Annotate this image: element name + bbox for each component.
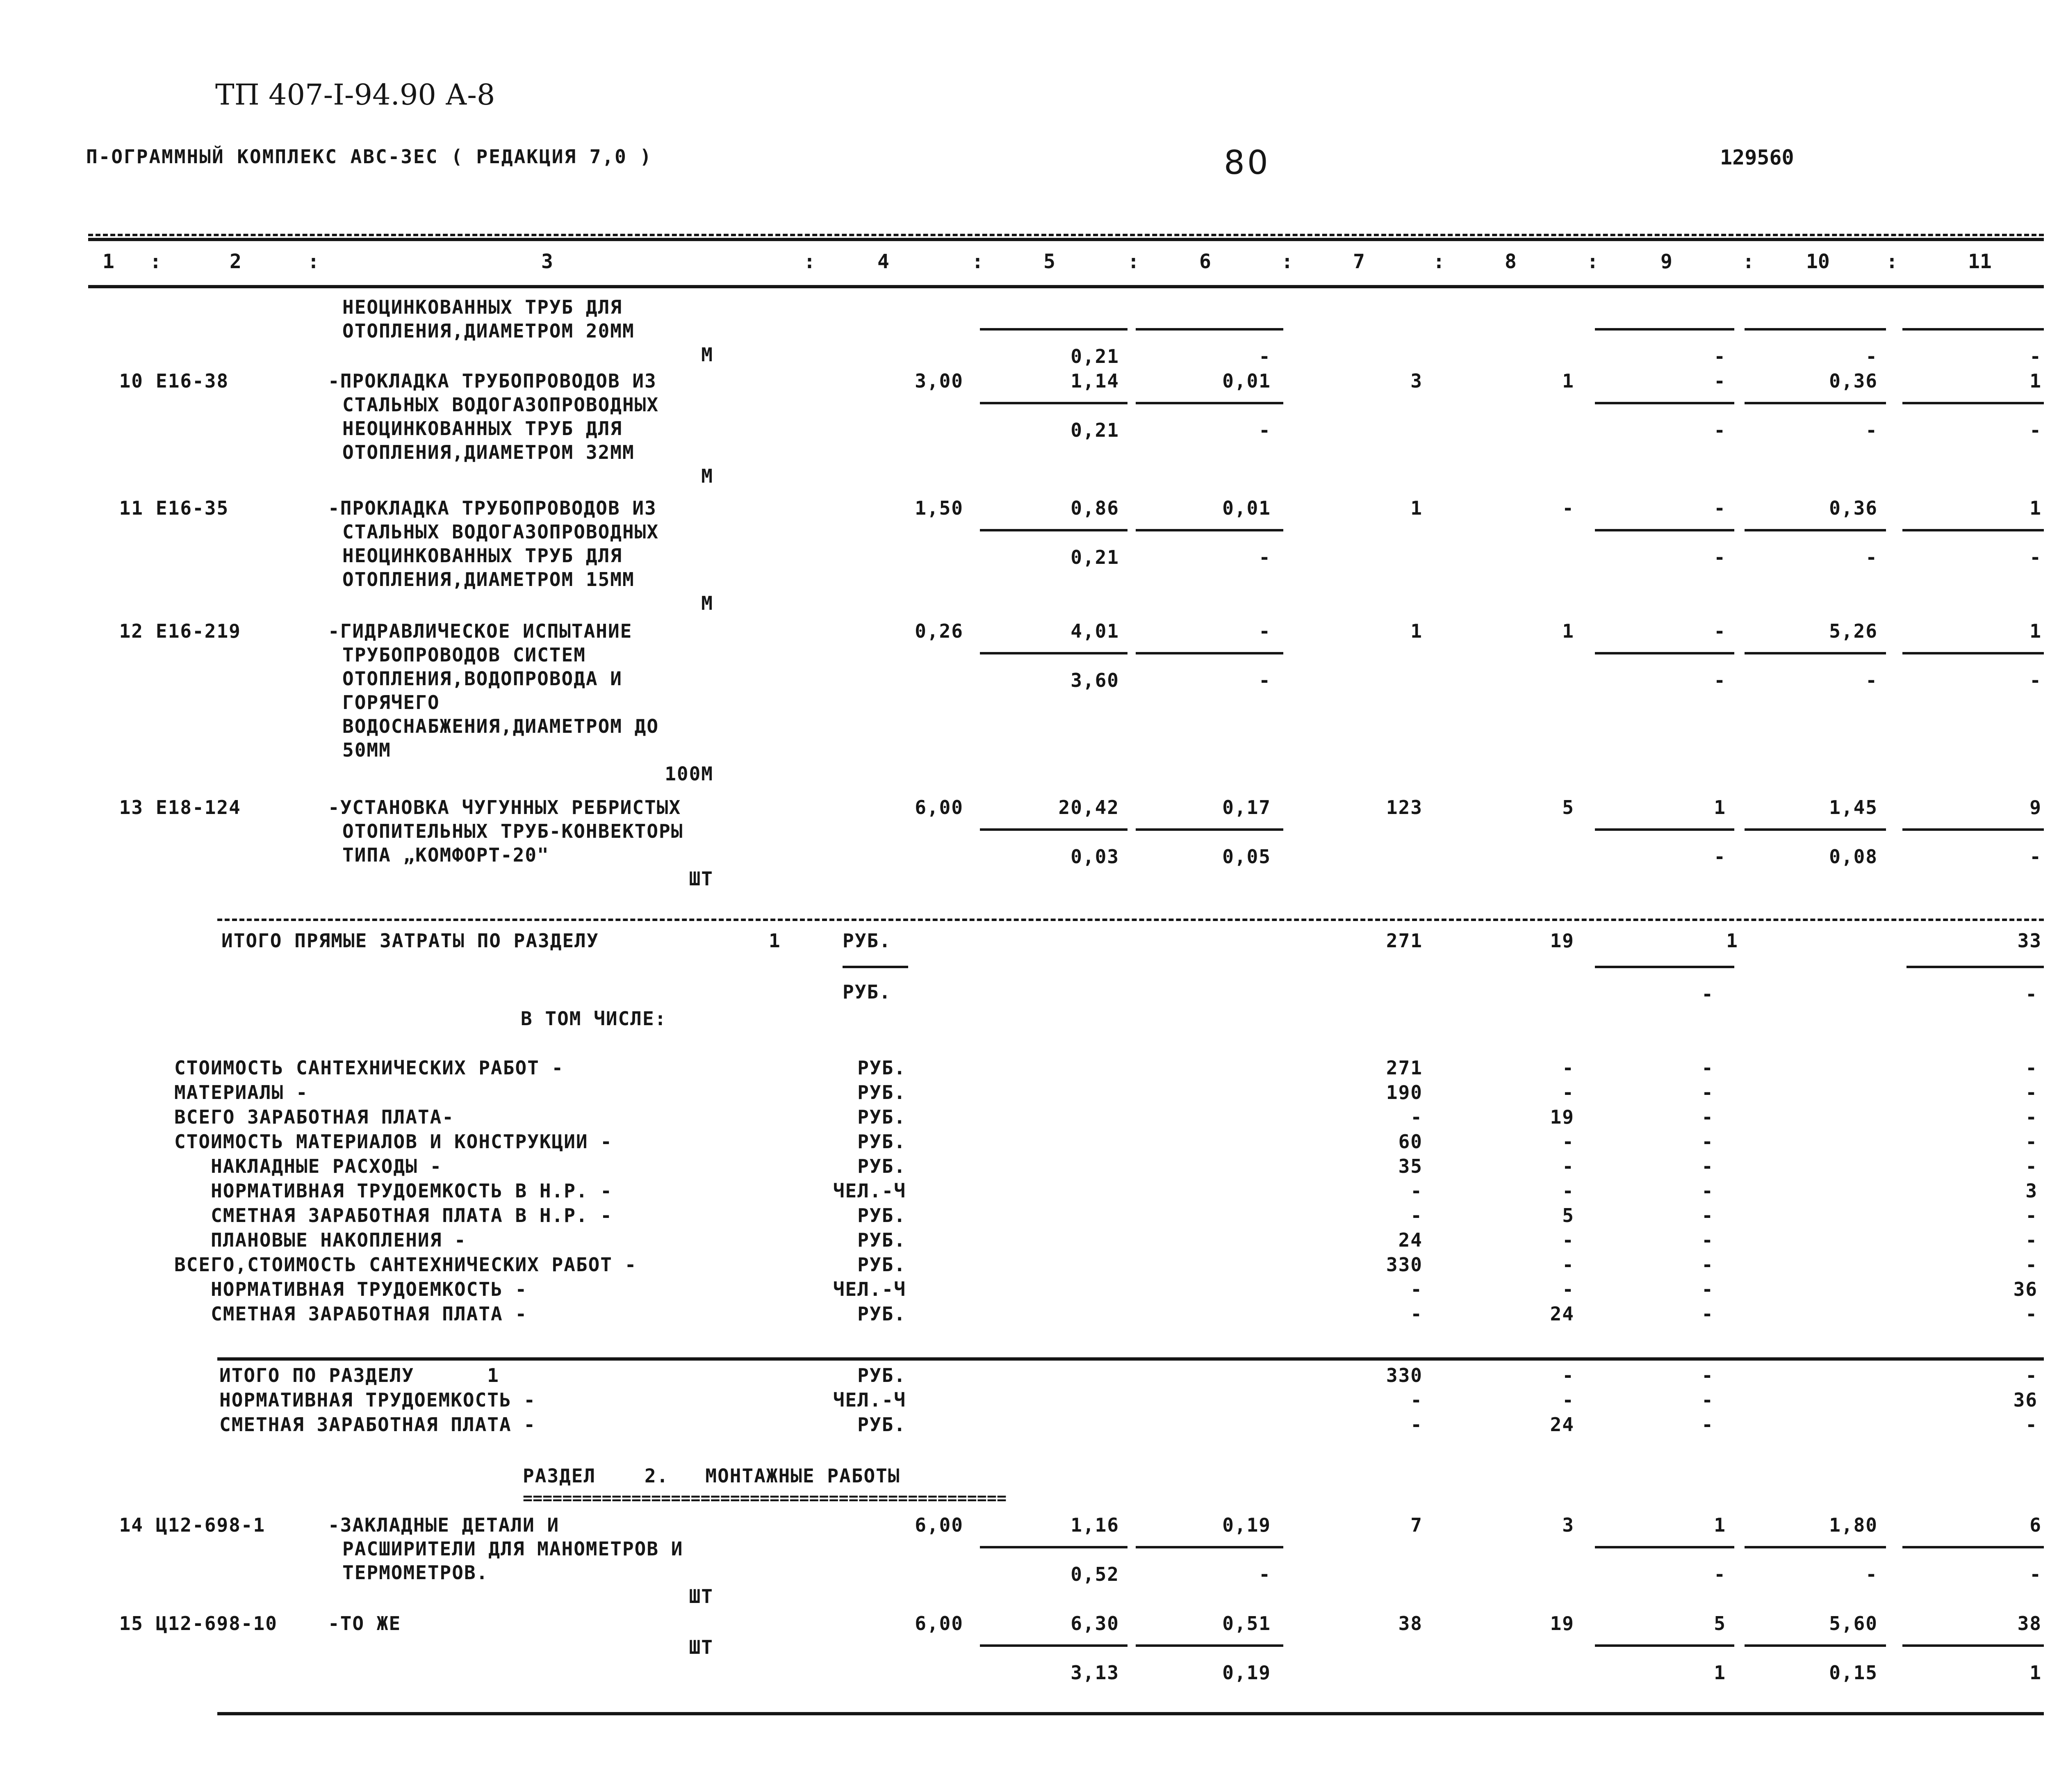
total-wage: 5 bbox=[1562, 796, 1574, 818]
fraction-line bbox=[1595, 529, 1734, 531]
table-top-rule-solid bbox=[88, 238, 2044, 241]
work-description-line: -ЗАКЛАДНЫЕ ДЕТАЛИ И bbox=[328, 1514, 560, 1536]
totals-top-rule bbox=[217, 919, 2044, 921]
total-labor-mech: - bbox=[2029, 846, 2042, 868]
fraction-line bbox=[1745, 1546, 1886, 1548]
cost-line-label: НОРМАТИВНАЯ ТРУДОЕМКОСТЬ - bbox=[219, 1389, 536, 1411]
cost-line-c9: - bbox=[1702, 1180, 1714, 1202]
cost-line-c11: 3 bbox=[2025, 1180, 2038, 1202]
total-labor-mech: 1 bbox=[2029, 1662, 2042, 1684]
cost-line-c9: - bbox=[1702, 1389, 1714, 1411]
cost-line-c7: - bbox=[1410, 1389, 1423, 1411]
fraction-line bbox=[980, 402, 1128, 404]
work-description-line: ОТОПЛЕНИЯ,ДИАМЕТРОМ 20ММ bbox=[342, 320, 635, 342]
unit-cost-machines: 0,19 bbox=[1222, 1514, 1271, 1536]
rate-code: Е16-35 bbox=[156, 497, 229, 519]
cost-line-c8: 24 bbox=[1550, 1303, 1574, 1325]
cost-line-unit: РУБ. bbox=[857, 1204, 906, 1227]
cost-line-c7: - bbox=[1410, 1180, 1423, 1202]
labor-intensity-mech: - bbox=[1866, 345, 1878, 367]
column-header-rule bbox=[88, 285, 2044, 288]
cost-line-c7: - bbox=[1410, 1106, 1423, 1128]
including-label: В ТОМ ЧИСЛЕ: bbox=[521, 1008, 667, 1030]
rate-code: Е16-219 bbox=[156, 620, 241, 642]
work-description-line: РАСШИРИТЕЛИ ДЛЯ МАНОМЕТРОВ И bbox=[342, 1538, 683, 1560]
total-machines-wage: - bbox=[1714, 345, 1726, 367]
cost-line-c7: 60 bbox=[1398, 1131, 1423, 1153]
unit-of-measure: М bbox=[701, 465, 713, 487]
direct-costs-unit-2: РУБ. bbox=[843, 981, 891, 1003]
section-2-underline: ================================================= bbox=[523, 1489, 1007, 1508]
column-separator: : bbox=[804, 250, 815, 273]
work-description-line: -ПРОКЛАДКА ТРУБОПРОВОДОВ ИЗ bbox=[328, 370, 657, 392]
total-labor: 6 bbox=[2029, 1514, 2042, 1536]
total-labor-mech: - bbox=[2029, 345, 2042, 367]
cost-line-c7: 330 bbox=[1386, 1254, 1423, 1276]
unit-cost-machines: 0,01 bbox=[1222, 370, 1271, 392]
unit-cost: 4,01 bbox=[1071, 620, 1119, 642]
unit-cost-machines: - bbox=[1259, 620, 1271, 642]
cost-line-c7: 24 bbox=[1398, 1229, 1423, 1251]
direct-costs-c9b: - bbox=[1702, 983, 1714, 1005]
total-labor-mech: - bbox=[2029, 419, 2042, 441]
total-machines: - bbox=[1714, 497, 1726, 519]
total-machines: 5 bbox=[1714, 1612, 1726, 1635]
fraction-line bbox=[980, 828, 1128, 831]
work-description-line: ОТОПЛЕНИЯ,ДИАМЕТРОМ 32ММ bbox=[342, 441, 635, 463]
unit-cost: 1,14 bbox=[1071, 370, 1119, 392]
fraction-line bbox=[1745, 828, 1886, 831]
cost-line-c9: - bbox=[1702, 1155, 1714, 1177]
c9-underline bbox=[1595, 966, 1734, 968]
cost-line-c9: - bbox=[1702, 1229, 1714, 1251]
row-number: 11 bbox=[119, 497, 144, 519]
total-machines-wage: - bbox=[1714, 546, 1726, 568]
section-total-rule bbox=[217, 1357, 2044, 1361]
row-number: 10 bbox=[119, 370, 144, 392]
total-machines: 1 bbox=[1714, 1514, 1726, 1536]
fraction-line bbox=[1136, 529, 1283, 531]
cost-line-unit: ЧЕЛ.-Ч bbox=[833, 1278, 906, 1300]
total-machines-wage: - bbox=[1714, 669, 1726, 691]
unit-of-measure: 100М bbox=[665, 763, 713, 785]
cost-line-c7: - bbox=[1410, 1278, 1423, 1300]
total-wage: 19 bbox=[1550, 1612, 1574, 1635]
unit-cost: 6,30 bbox=[1071, 1612, 1119, 1635]
cost-line-c8: - bbox=[1562, 1081, 1574, 1103]
work-description-line: СТАЛЬНЫХ ВОДОГАЗОПРОВОДНЫХ bbox=[342, 521, 659, 543]
column-separator: : bbox=[1587, 250, 1599, 273]
fraction-line bbox=[1745, 328, 1886, 331]
column-number: 10 bbox=[1806, 250, 1830, 273]
total-cost: 38 bbox=[1398, 1612, 1423, 1635]
fraction-line bbox=[1902, 402, 2044, 404]
cost-line-c8: - bbox=[1562, 1364, 1574, 1386]
work-description-line: -УСТАНОВКА ЧУГУННЫХ РЕБРИСТЫХ bbox=[328, 796, 681, 818]
cost-line-c11: - bbox=[2025, 1155, 2038, 1177]
column-number: 9 bbox=[1660, 250, 1672, 273]
unit-cost-wage: 0,21 bbox=[1071, 345, 1119, 367]
unit-of-measure: ШТ bbox=[689, 1636, 713, 1658]
work-description-line: ТРУБОПРОВОДОВ СИСТЕМ bbox=[342, 644, 586, 666]
row-number: 12 bbox=[119, 620, 144, 642]
cost-line-label: СТОИМОСТЬ МАТЕРИАЛОВ И КОНСТРУКЦИИ - bbox=[174, 1131, 613, 1153]
page-number: 80 bbox=[1224, 144, 1271, 182]
fraction-line bbox=[1902, 1546, 2044, 1548]
cost-line-c8: - bbox=[1562, 1278, 1574, 1300]
unit-cost-machines: 0,01 bbox=[1222, 497, 1271, 519]
unit-cost: 20,42 bbox=[1058, 796, 1119, 818]
unit-of-measure: М bbox=[701, 344, 713, 366]
direct-costs-unit: РУБ. bbox=[843, 930, 891, 952]
cost-line-c11: - bbox=[2025, 1131, 2038, 1153]
column-number: 8 bbox=[1505, 250, 1517, 273]
fraction-line bbox=[1595, 328, 1734, 331]
unit-cost-machines-wage: - bbox=[1259, 546, 1271, 568]
work-description-line: ОТОПИТЕЛЬНЫХ ТРУБ-КОНВЕКТОРЫ bbox=[342, 820, 683, 842]
column-separator: : bbox=[1742, 250, 1754, 273]
cost-line-label: СМЕТНАЯ ЗАРАБОТНАЯ ПЛАТА В Н.Р. - bbox=[174, 1204, 613, 1227]
quantity: 6,00 bbox=[915, 1612, 963, 1635]
direct-costs-label: ИТОГО ПРЯМЫЕ ЗАТРАТЫ ПО РАЗДЕЛУ bbox=[221, 930, 599, 952]
cost-line-c9: - bbox=[1702, 1106, 1714, 1128]
cost-line-c11: 36 bbox=[2013, 1389, 2038, 1411]
unit-cost-machines-wage: - bbox=[1259, 669, 1271, 691]
total-labor-mech: - bbox=[2029, 1563, 2042, 1585]
cost-line-label: ВСЕГО,СТОИМОСТЬ САНТЕХНИЧЕСКИХ РАБОТ - bbox=[174, 1254, 637, 1276]
unit-cost-machines-wage: - bbox=[1259, 419, 1271, 441]
total-cost: 3 bbox=[1410, 370, 1423, 392]
cost-line-c7: 35 bbox=[1398, 1155, 1423, 1177]
unit-underline bbox=[843, 966, 908, 968]
cost-line-unit: РУБ. bbox=[857, 1303, 906, 1325]
cost-line-label: ВСЕГО ЗАРАБОТНАЯ ПЛАТА- bbox=[174, 1106, 454, 1128]
total-machines-wage: - bbox=[1714, 419, 1726, 441]
cost-line-c9: - bbox=[1702, 1364, 1714, 1386]
fraction-line bbox=[1595, 1546, 1734, 1548]
total-machines: 1 bbox=[1714, 796, 1726, 818]
total-labor-mech: - bbox=[2029, 669, 2042, 691]
fraction-line bbox=[980, 328, 1128, 331]
unit-cost-wage: 3,13 bbox=[1071, 1662, 1119, 1684]
cost-line-c8: - bbox=[1562, 1155, 1574, 1177]
total-machines-wage: - bbox=[1714, 1563, 1726, 1585]
work-description-line: ОТОПЛЕНИЯ,ВОДОПРОВОДА И bbox=[342, 668, 622, 690]
row-number: 15 bbox=[119, 1612, 144, 1635]
column-separator: : bbox=[1886, 250, 1898, 273]
fraction-line bbox=[980, 529, 1128, 531]
labor-intensity: 5,26 bbox=[1829, 620, 1878, 642]
column-separator: : bbox=[308, 250, 319, 273]
cost-line-c8: 24 bbox=[1550, 1414, 1574, 1436]
direct-costs-c7: 271 bbox=[1386, 930, 1423, 952]
cost-line-c9: - bbox=[1702, 1254, 1714, 1276]
column-separator: : bbox=[972, 250, 984, 273]
quantity: 6,00 bbox=[915, 796, 963, 818]
fraction-line bbox=[980, 1546, 1128, 1548]
cost-line-c11: 36 bbox=[2013, 1278, 2038, 1300]
labor-intensity-mech: 0,08 bbox=[1829, 846, 1878, 868]
work-description-line: -ТО ЖЕ bbox=[328, 1612, 401, 1635]
direct-costs-c8: 19 bbox=[1550, 930, 1574, 952]
fraction-line bbox=[980, 1644, 1128, 1647]
quantity: 1,50 bbox=[915, 497, 963, 519]
total-labor: 38 bbox=[2017, 1612, 2042, 1635]
cost-line-c8: 19 bbox=[1550, 1106, 1574, 1128]
labor-intensity-mech: - bbox=[1866, 419, 1878, 441]
fraction-line bbox=[1136, 402, 1283, 404]
column-separator: : bbox=[1433, 250, 1445, 273]
unit-cost-wage: 0,21 bbox=[1071, 419, 1119, 441]
cost-line-unit: РУБ. bbox=[857, 1081, 906, 1103]
cost-line-unit: РУБ. bbox=[857, 1131, 906, 1153]
labor-intensity-mech: 0,15 bbox=[1829, 1662, 1878, 1684]
fraction-line bbox=[1902, 828, 2044, 831]
column-separator: : bbox=[1128, 250, 1139, 273]
document-code: ТП 407-I-94.90 А-8 bbox=[215, 78, 495, 112]
column-separator: : bbox=[150, 250, 162, 273]
cost-line-c9: - bbox=[1702, 1081, 1714, 1103]
total-labor: 1 bbox=[2029, 370, 2042, 392]
work-description-line: -ГИДРАВЛИЧЕСКОЕ ИСПЫТАНИЕ bbox=[328, 620, 633, 642]
column-number: 5 bbox=[1043, 250, 1055, 273]
c11-underline bbox=[1906, 966, 2044, 968]
unit-cost-wage: 3,60 bbox=[1071, 669, 1119, 691]
work-description-line: ГОРЯЧЕГО bbox=[342, 691, 440, 714]
direct-costs-section: 1 bbox=[769, 930, 781, 952]
cost-line-c7: 330 bbox=[1386, 1364, 1423, 1386]
work-description-line: ОТОПЛЕНИЯ,ДИАМЕТРОМ 15ММ bbox=[342, 568, 635, 590]
cost-line-c9: - bbox=[1702, 1303, 1714, 1325]
fraction-line bbox=[1136, 1546, 1283, 1548]
unit-cost-machines-wage: 0,19 bbox=[1222, 1662, 1271, 1684]
column-number: 3 bbox=[541, 250, 553, 273]
cost-line-c7: - bbox=[1410, 1414, 1423, 1436]
cost-line-label: СМЕТНАЯ ЗАРАБОТНАЯ ПЛАТА - bbox=[219, 1414, 536, 1436]
cost-line-label: СТОИМОСТЬ САНТЕХНИЧЕСКИХ РАБОТ - bbox=[174, 1057, 564, 1079]
fraction-line bbox=[1745, 529, 1886, 531]
direct-costs-c11: 33 bbox=[2017, 930, 2042, 952]
cost-line-c9: - bbox=[1702, 1131, 1714, 1153]
cost-line-c11: - bbox=[2025, 1057, 2038, 1079]
labor-intensity-mech: - bbox=[1866, 1563, 1878, 1585]
total-wage: 1 bbox=[1562, 620, 1574, 642]
cost-line-c11: - bbox=[2025, 1081, 2038, 1103]
total-wage: - bbox=[1562, 497, 1574, 519]
column-number: 4 bbox=[877, 250, 889, 273]
fraction-line bbox=[1745, 1644, 1886, 1647]
cost-line-c8: - bbox=[1562, 1180, 1574, 1202]
cost-line-c11: - bbox=[2025, 1414, 2038, 1436]
cost-line-unit: РУБ. bbox=[857, 1229, 906, 1251]
fraction-line bbox=[1595, 402, 1734, 404]
unit-cost-machines-wage: - bbox=[1259, 345, 1271, 367]
rate-code: Ц12-698-10 bbox=[156, 1612, 278, 1635]
cost-line-label: ИТОГО ПО РАЗДЕЛУ 1 bbox=[219, 1364, 499, 1386]
unit-cost-machines-wage: 0,05 bbox=[1222, 846, 1271, 868]
quantity: 3,00 bbox=[915, 370, 963, 392]
work-description-line: НЕОЦИНКОВАННЫХ ТРУБ ДЛЯ bbox=[342, 296, 622, 318]
total-wage: 3 bbox=[1562, 1514, 1574, 1536]
fraction-line bbox=[1745, 652, 1886, 654]
unit-cost-machines-wage: - bbox=[1259, 1563, 1271, 1585]
cost-line-c9: - bbox=[1702, 1278, 1714, 1300]
unit-of-measure: М bbox=[701, 592, 713, 614]
cost-line-c11: - bbox=[2025, 1254, 2038, 1276]
work-description-line: ТИПА „КОМФОРТ-20" bbox=[342, 844, 549, 866]
quantity: 6,00 bbox=[915, 1514, 963, 1536]
labor-intensity-mech: - bbox=[1866, 669, 1878, 691]
total-labor-mech: - bbox=[2029, 546, 2042, 568]
cost-line-label: НОРМАТИВНАЯ ТРУДОЕМКОСТЬ В Н.Р. - bbox=[174, 1180, 613, 1202]
total-machines-wage: - bbox=[1714, 846, 1726, 868]
fraction-line bbox=[980, 652, 1128, 654]
cost-line-c9: - bbox=[1702, 1204, 1714, 1227]
cost-line-c8: - bbox=[1562, 1131, 1574, 1153]
fraction-line bbox=[1136, 1644, 1283, 1647]
cost-line-unit: РУБ. bbox=[857, 1254, 906, 1276]
cost-line-label: НОРМАТИВНАЯ ТРУДОЕМКОСТЬ - bbox=[174, 1278, 528, 1300]
direct-costs-c9: 1 bbox=[1726, 930, 1738, 952]
fraction-line bbox=[1745, 402, 1886, 404]
labor-intensity: 1,45 bbox=[1829, 796, 1878, 818]
cost-line-label: МАТЕРИАЛЫ - bbox=[174, 1081, 308, 1103]
unit-cost-machines: 0,17 bbox=[1222, 796, 1271, 818]
labor-intensity: 5,60 bbox=[1829, 1612, 1878, 1635]
fraction-line bbox=[1902, 529, 2044, 531]
cost-line-c9: - bbox=[1702, 1057, 1714, 1079]
rate-code: Е18-124 bbox=[156, 796, 241, 818]
cost-line-c11: - bbox=[2025, 1229, 2038, 1251]
cost-line-c7: 190 bbox=[1386, 1081, 1423, 1103]
unit-cost-wage: 0,03 bbox=[1071, 846, 1119, 868]
cost-line-c7: - bbox=[1410, 1204, 1423, 1227]
labor-intensity: 1,80 bbox=[1829, 1514, 1878, 1536]
total-machines: - bbox=[1714, 620, 1726, 642]
work-description-line: ТЕРМОМЕТРОВ. bbox=[342, 1562, 489, 1584]
cost-line-unit: ЧЕЛ.-Ч bbox=[833, 1180, 906, 1202]
table-bottom-rule bbox=[217, 1712, 2044, 1715]
row-number: 13 bbox=[119, 796, 144, 818]
table-top-rule bbox=[88, 234, 2044, 236]
unit-cost-wage: 0,21 bbox=[1071, 546, 1119, 568]
labor-intensity: 0,36 bbox=[1829, 497, 1878, 519]
cost-line-c11: - bbox=[2025, 1204, 2038, 1227]
work-description-line: -ПРОКЛАДКА ТРУБОПРОВОДОВ ИЗ bbox=[328, 497, 657, 519]
total-labor: 1 bbox=[2029, 497, 2042, 519]
column-number: 7 bbox=[1353, 250, 1365, 273]
cost-line-c8: - bbox=[1562, 1057, 1574, 1079]
cost-line-c11: - bbox=[2025, 1303, 2038, 1325]
labor-intensity: 0,36 bbox=[1829, 370, 1878, 392]
cost-line-c11: - bbox=[2025, 1106, 2038, 1128]
cost-line-label: ПЛАНОВЫЕ НАКОПЛЕНИЯ - bbox=[174, 1229, 467, 1251]
fraction-line bbox=[1595, 828, 1734, 831]
column-number: 11 bbox=[1968, 250, 1992, 273]
unit-cost-machines: 0,51 bbox=[1222, 1612, 1271, 1635]
cost-line-c8: - bbox=[1562, 1389, 1574, 1411]
fraction-line bbox=[1902, 1644, 2044, 1647]
column-number: 6 bbox=[1199, 250, 1211, 273]
work-description-line: 50ММ bbox=[342, 739, 391, 761]
cost-line-unit: РУБ. bbox=[857, 1106, 906, 1128]
total-wage: 1 bbox=[1562, 370, 1574, 392]
work-description-line: НЕОЦИНКОВАННЫХ ТРУБ ДЛЯ bbox=[342, 545, 622, 567]
unit-cost: 0,86 bbox=[1071, 497, 1119, 519]
cost-line-unit: РУБ. bbox=[857, 1364, 906, 1386]
document-id: 129560 bbox=[1720, 146, 1794, 169]
cost-line-c11: - bbox=[2025, 1364, 2038, 1386]
column-number: 1 bbox=[102, 250, 114, 273]
direct-costs-c11b: - bbox=[2025, 983, 2038, 1005]
cost-line-c7: 271 bbox=[1386, 1057, 1423, 1079]
unit-cost: 1,16 bbox=[1071, 1514, 1119, 1536]
labor-intensity-mech: - bbox=[1866, 546, 1878, 568]
total-labor: 1 bbox=[2029, 620, 2042, 642]
cost-line-c8: 5 bbox=[1562, 1204, 1574, 1227]
column-number: 2 bbox=[230, 250, 241, 273]
total-cost: 7 bbox=[1410, 1514, 1423, 1536]
fraction-line bbox=[1902, 328, 2044, 331]
cost-line-unit: ЧЕЛ.-Ч bbox=[833, 1389, 906, 1411]
quantity: 0,26 bbox=[915, 620, 963, 642]
column-separator: : bbox=[1281, 250, 1293, 273]
total-cost: 1 bbox=[1410, 497, 1423, 519]
fraction-line bbox=[1902, 652, 2044, 654]
total-cost: 1 bbox=[1410, 620, 1423, 642]
total-cost: 123 bbox=[1386, 796, 1423, 818]
fraction-line bbox=[1595, 1644, 1734, 1647]
fraction-line bbox=[1136, 328, 1283, 331]
cost-line-c8: - bbox=[1562, 1229, 1574, 1251]
cost-line-c8: - bbox=[1562, 1254, 1574, 1276]
program-title: П-ОГРАММНЫЙ КОМПЛЕКС АВС-3ЕС ( РЕДАКЦИЯ 7,0 ) bbox=[86, 146, 653, 168]
rate-code: Ц12-698-1 bbox=[156, 1514, 266, 1536]
cost-line-label: НАКЛАДНЫЕ РАСХОДЫ - bbox=[174, 1155, 442, 1177]
fraction-line bbox=[1136, 652, 1283, 654]
cost-line-unit: РУБ. bbox=[857, 1057, 906, 1079]
rate-code: Е16-38 bbox=[156, 370, 229, 392]
total-labor: 9 bbox=[2029, 796, 2042, 818]
section-2-title: РАЗДЕЛ 2. МОНТАЖНЫЕ РАБОТЫ bbox=[523, 1465, 900, 1487]
fraction-line bbox=[1136, 828, 1283, 831]
row-number: 14 bbox=[119, 1514, 144, 1536]
unit-cost-wage: 0,52 bbox=[1071, 1563, 1119, 1585]
total-machines: - bbox=[1714, 370, 1726, 392]
cost-line-unit: РУБ. bbox=[857, 1155, 906, 1177]
total-machines-wage: 1 bbox=[1714, 1662, 1726, 1684]
unit-of-measure: ШТ bbox=[689, 868, 713, 890]
cost-line-unit: РУБ. bbox=[857, 1414, 906, 1436]
work-description-line: НЕОЦИНКОВАННЫХ ТРУБ ДЛЯ bbox=[342, 417, 622, 440]
fraction-line bbox=[1595, 652, 1734, 654]
work-description-line: ВОДОСНАБЖЕНИЯ,ДИАМЕТРОМ ДО bbox=[342, 715, 659, 737]
work-description-line: СТАЛЬНЫХ ВОДОГАЗОПРОВОДНЫХ bbox=[342, 394, 659, 416]
cost-line-label: СМЕТНАЯ ЗАРАБОТНАЯ ПЛАТА - bbox=[174, 1303, 528, 1325]
cost-line-c7: - bbox=[1410, 1303, 1423, 1325]
cost-line-c9: - bbox=[1702, 1414, 1714, 1436]
unit-of-measure: ШТ bbox=[689, 1585, 713, 1607]
